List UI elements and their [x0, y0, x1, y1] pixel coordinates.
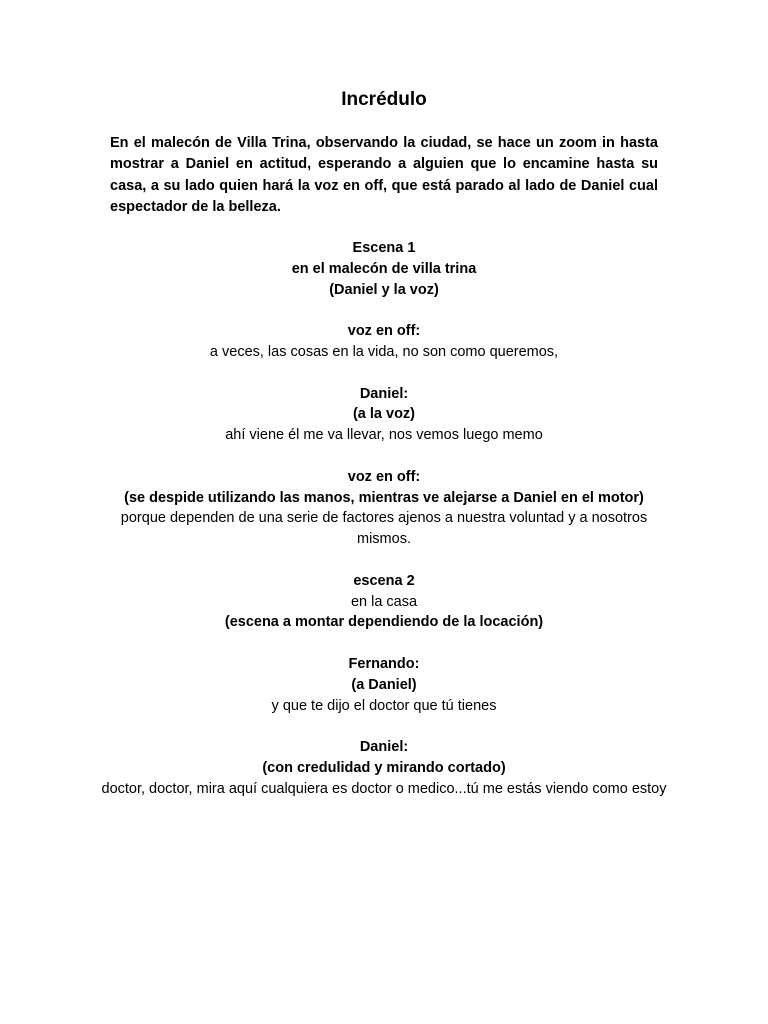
- dialogue-block: [100, 321, 668, 363]
- script-body: [100, 238, 668, 820]
- dialogue-direction: (se despide utilizando las manos, mientras ve alejarse a Daniel en el motor): [124, 489, 644, 506]
- dialogue-direction: (con credulidad y mirando cortado): [262, 759, 506, 776]
- dialogue-line: y que te dijo el doctor que tú tienes: [271, 697, 497, 714]
- document-title: Incrédulo: [341, 89, 427, 110]
- scene-2-header: [100, 571, 668, 633]
- dialogue-block: [100, 654, 668, 716]
- scene-1-location: en el malecón de villa trina: [291, 260, 477, 277]
- scene-1-heading: Escena 1: [352, 240, 416, 256]
- dialogue-line: ahí viene él me va llevar, nos vemos luego memo: [225, 427, 543, 444]
- scene-2-location: en la casa: [350, 593, 418, 610]
- dialogue-speaker: Daniel:: [359, 739, 409, 756]
- dialogue-block: [100, 467, 668, 550]
- dialogue-direction: (a Daniel): [351, 676, 417, 693]
- scene-2-note: (escena a montar dependiendo de la locación): [224, 614, 544, 631]
- dialogue-speaker: voz en off:: [347, 468, 421, 485]
- dialogue-line: porque dependen de una serie de factores ajenos a nuestra voluntad y a nosotros mismos.: [120, 510, 648, 548]
- scene-1-header: [100, 238, 668, 300]
- dialogue-speaker: Fernando:: [348, 655, 420, 672]
- dialogue-block: [100, 737, 668, 799]
- dialogue-line: doctor, doctor, mira aquí cualquiera es doctor o medico...tú me estás viendo como estoy: [101, 780, 667, 797]
- dialogue-speaker: voz en off:: [347, 323, 421, 340]
- scene-2-heading: escena 2: [353, 572, 415, 589]
- intro-paragraph: En el malecón de Villa Trina, observando la ciudad, se hace un zoom in hasta mostrar a Daniel en actitud, esperando a alguien que lo encamine hasta su casa, a su lado quien hará la voz en off, que está parado al lado de Daniel cual espectador de la belleza.: [110, 135, 658, 215]
- dialogue-speaker: Daniel:: [359, 385, 409, 402]
- scene-1-characters: (Daniel y la voz): [329, 281, 439, 298]
- dialogue-line: a veces, las cosas en la vida, no son como queremos,: [209, 343, 559, 360]
- dialogue-block: [100, 384, 668, 446]
- dialogue-direction: (a la voz): [352, 406, 416, 423]
